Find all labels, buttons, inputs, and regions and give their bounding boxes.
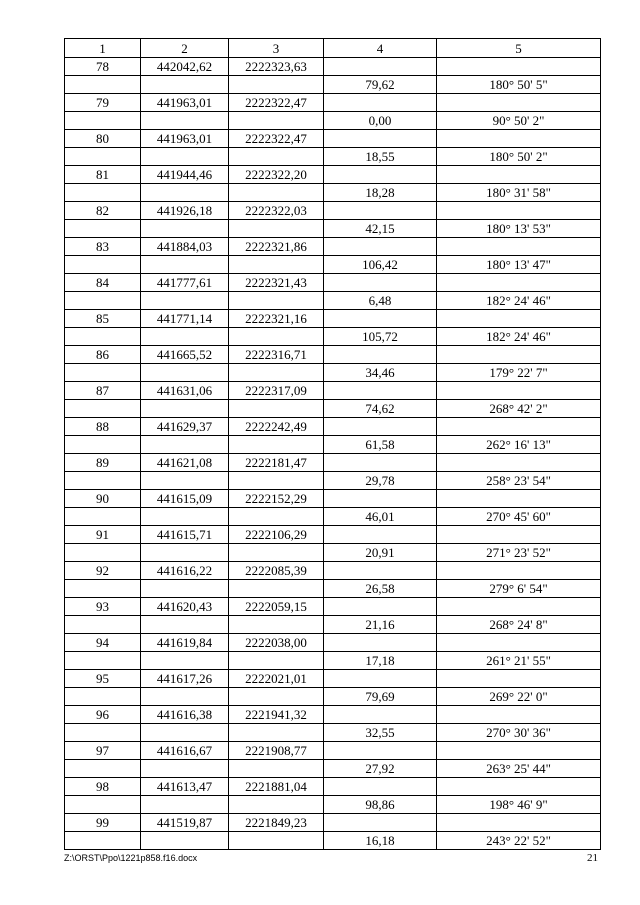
cell-distance: 79,69 bbox=[324, 688, 437, 706]
cell-bearing: 262° 16' 13" bbox=[437, 436, 601, 454]
cell-distance: 98,86 bbox=[324, 796, 437, 814]
cell-bearing: 261° 21' 55" bbox=[437, 652, 601, 670]
table-row bbox=[65, 778, 601, 796]
cell-x-coordinate bbox=[141, 436, 229, 454]
cell-x-coordinate: 442042,62 bbox=[141, 58, 229, 76]
table-row bbox=[65, 796, 601, 814]
table-row bbox=[65, 346, 601, 364]
cell-x-coordinate: 441616,22 bbox=[141, 562, 229, 580]
cell-y-coordinate: 2222322,47 bbox=[229, 130, 324, 148]
table-row bbox=[65, 508, 601, 526]
cell-bearing: 243° 22' 52" bbox=[437, 832, 601, 850]
cell-point-number bbox=[65, 544, 141, 562]
cell-bearing: 198° 46' 9" bbox=[437, 796, 601, 814]
cell-distance: 6,48 bbox=[324, 292, 437, 310]
cell-x-coordinate: 441613,47 bbox=[141, 778, 229, 796]
cell-bearing bbox=[437, 526, 601, 544]
cell-bearing: 180° 50' 5" bbox=[437, 76, 601, 94]
cell-point-number: 81 bbox=[65, 166, 141, 184]
cell-point-number: 88 bbox=[65, 418, 141, 436]
cell-distance bbox=[324, 490, 437, 508]
cell-x-coordinate bbox=[141, 508, 229, 526]
cell-bearing: 269° 22' 0" bbox=[437, 688, 601, 706]
cell-point-number bbox=[65, 112, 141, 130]
table-row bbox=[65, 562, 601, 580]
cell-distance: 74,62 bbox=[324, 400, 437, 418]
table-row bbox=[65, 832, 601, 850]
table-row bbox=[65, 724, 601, 742]
cell-distance bbox=[324, 58, 437, 76]
table-row bbox=[65, 634, 601, 652]
cell-point-number bbox=[65, 688, 141, 706]
cell-bearing bbox=[437, 58, 601, 76]
cell-bearing bbox=[437, 706, 601, 724]
cell-bearing bbox=[437, 346, 601, 364]
cell-bearing: 270° 30' 36" bbox=[437, 724, 601, 742]
cell-bearing bbox=[437, 418, 601, 436]
cell-x-coordinate: 441771,14 bbox=[141, 310, 229, 328]
cell-y-coordinate: 2222106,29 bbox=[229, 526, 324, 544]
cell-x-coordinate: 441926,18 bbox=[141, 202, 229, 220]
cell-bearing bbox=[437, 634, 601, 652]
cell-y-coordinate: 2221908,77 bbox=[229, 742, 324, 760]
cell-y-coordinate: 2222321,43 bbox=[229, 274, 324, 292]
table-row bbox=[65, 670, 601, 688]
cell-distance: 0,00 bbox=[324, 112, 437, 130]
cell-y-coordinate: 2222321,16 bbox=[229, 310, 324, 328]
cell-x-coordinate bbox=[141, 148, 229, 166]
cell-point-number bbox=[65, 148, 141, 166]
cell-distance bbox=[324, 166, 437, 184]
table-row bbox=[65, 130, 601, 148]
cell-x-coordinate: 441615,09 bbox=[141, 490, 229, 508]
cell-y-coordinate: 2222242,49 bbox=[229, 418, 324, 436]
cell-distance bbox=[324, 238, 437, 256]
cell-bearing bbox=[437, 742, 601, 760]
cell-y-coordinate bbox=[229, 652, 324, 670]
cell-distance: 34,46 bbox=[324, 364, 437, 382]
cell-point-number: 93 bbox=[65, 598, 141, 616]
cell-bearing: 179° 22' 7" bbox=[437, 364, 601, 382]
table-row bbox=[65, 58, 601, 76]
cell-bearing: 180° 50' 2" bbox=[437, 148, 601, 166]
cell-x-coordinate: 441519,87 bbox=[141, 814, 229, 832]
cell-point-number bbox=[65, 580, 141, 598]
cell-x-coordinate: 441777,61 bbox=[141, 274, 229, 292]
cell-bearing: 90° 50' 2" bbox=[437, 112, 601, 130]
table-row bbox=[65, 688, 601, 706]
table-row bbox=[65, 490, 601, 508]
table-body bbox=[65, 58, 601, 850]
cell-point-number: 82 bbox=[65, 202, 141, 220]
cell-distance: 61,58 bbox=[324, 436, 437, 454]
cell-y-coordinate bbox=[229, 796, 324, 814]
table-row bbox=[65, 598, 601, 616]
cell-x-coordinate: 441621,08 bbox=[141, 454, 229, 472]
cell-y-coordinate: 2222038,00 bbox=[229, 634, 324, 652]
cell-point-number: 94 bbox=[65, 634, 141, 652]
cell-bearing: 258° 23' 54" bbox=[437, 472, 601, 490]
cell-x-coordinate: 441617,26 bbox=[141, 670, 229, 688]
cell-bearing: 182° 24' 46" bbox=[437, 328, 601, 346]
cell-distance: 46,01 bbox=[324, 508, 437, 526]
cell-point-number: 97 bbox=[65, 742, 141, 760]
table-row bbox=[65, 94, 601, 112]
cell-bearing bbox=[437, 454, 601, 472]
coordinates-table bbox=[64, 38, 601, 850]
cell-distance bbox=[324, 742, 437, 760]
cell-distance bbox=[324, 382, 437, 400]
cell-point-number: 80 bbox=[65, 130, 141, 148]
cell-bearing: 268° 42' 2" bbox=[437, 400, 601, 418]
table-row bbox=[65, 148, 601, 166]
cell-y-coordinate bbox=[229, 724, 324, 742]
cell-point-number: 79 bbox=[65, 94, 141, 112]
cell-x-coordinate bbox=[141, 652, 229, 670]
cell-y-coordinate bbox=[229, 76, 324, 94]
cell-y-coordinate: 2221941,32 bbox=[229, 706, 324, 724]
cell-x-coordinate: 441631,06 bbox=[141, 382, 229, 400]
table-row bbox=[65, 382, 601, 400]
cell-x-coordinate bbox=[141, 328, 229, 346]
header-col-4: 4 bbox=[324, 39, 437, 58]
table-row bbox=[65, 652, 601, 670]
cell-point-number bbox=[65, 832, 141, 850]
cell-distance: 105,72 bbox=[324, 328, 437, 346]
cell-x-coordinate bbox=[141, 616, 229, 634]
cell-y-coordinate bbox=[229, 256, 324, 274]
cell-distance: 18,55 bbox=[324, 148, 437, 166]
cell-point-number: 84 bbox=[65, 274, 141, 292]
cell-distance: 20,91 bbox=[324, 544, 437, 562]
cell-y-coordinate bbox=[229, 184, 324, 202]
cell-bearing bbox=[437, 202, 601, 220]
table-row bbox=[65, 220, 601, 238]
cell-point-number bbox=[65, 472, 141, 490]
cell-distance: 16,18 bbox=[324, 832, 437, 850]
cell-point-number: 95 bbox=[65, 670, 141, 688]
cell-y-coordinate bbox=[229, 580, 324, 598]
cell-point-number: 87 bbox=[65, 382, 141, 400]
cell-bearing bbox=[437, 382, 601, 400]
cell-distance bbox=[324, 778, 437, 796]
table-row bbox=[65, 706, 601, 724]
cell-y-coordinate bbox=[229, 292, 324, 310]
cell-x-coordinate bbox=[141, 256, 229, 274]
table-row bbox=[65, 436, 601, 454]
cell-y-coordinate: 2221849,23 bbox=[229, 814, 324, 832]
cell-distance: 27,92 bbox=[324, 760, 437, 778]
cell-y-coordinate: 2221881,04 bbox=[229, 778, 324, 796]
cell-y-coordinate bbox=[229, 472, 324, 490]
cell-point-number: 91 bbox=[65, 526, 141, 544]
table-row bbox=[65, 238, 601, 256]
footer-page-number: 21 bbox=[587, 852, 598, 864]
cell-bearing bbox=[437, 814, 601, 832]
cell-y-coordinate: 2222181,47 bbox=[229, 454, 324, 472]
cell-x-coordinate: 441944,46 bbox=[141, 166, 229, 184]
cell-point-number bbox=[65, 724, 141, 742]
cell-point-number: 92 bbox=[65, 562, 141, 580]
cell-x-coordinate: 441616,67 bbox=[141, 742, 229, 760]
cell-point-number bbox=[65, 652, 141, 670]
cell-bearing: 180° 31' 58" bbox=[437, 184, 601, 202]
cell-x-coordinate bbox=[141, 832, 229, 850]
cell-y-coordinate: 2222322,03 bbox=[229, 202, 324, 220]
cell-distance: 18,28 bbox=[324, 184, 437, 202]
cell-distance: 17,18 bbox=[324, 652, 437, 670]
table-row bbox=[65, 742, 601, 760]
cell-point-number: 78 bbox=[65, 58, 141, 76]
table-row bbox=[65, 112, 601, 130]
cell-x-coordinate: 441616,38 bbox=[141, 706, 229, 724]
header-col-1: 1 bbox=[65, 39, 141, 58]
cell-point-number bbox=[65, 256, 141, 274]
table-row bbox=[65, 274, 601, 292]
header-col-3: 3 bbox=[229, 39, 324, 58]
cell-x-coordinate bbox=[141, 220, 229, 238]
cell-bearing bbox=[437, 670, 601, 688]
cell-bearing: 270° 45' 60" bbox=[437, 508, 601, 526]
cell-x-coordinate: 441665,52 bbox=[141, 346, 229, 364]
cell-x-coordinate bbox=[141, 796, 229, 814]
cell-point-number bbox=[65, 760, 141, 778]
table-row bbox=[65, 814, 601, 832]
cell-distance bbox=[324, 706, 437, 724]
cell-bearing: 180° 13' 47" bbox=[437, 256, 601, 274]
cell-distance bbox=[324, 634, 437, 652]
cell-y-coordinate: 2222322,47 bbox=[229, 94, 324, 112]
cell-x-coordinate bbox=[141, 580, 229, 598]
cell-y-coordinate bbox=[229, 832, 324, 850]
cell-x-coordinate: 441615,71 bbox=[141, 526, 229, 544]
cell-y-coordinate bbox=[229, 688, 324, 706]
table-row bbox=[65, 256, 601, 274]
cell-y-coordinate: 2222021,01 bbox=[229, 670, 324, 688]
cell-y-coordinate: 2222317,09 bbox=[229, 382, 324, 400]
cell-distance bbox=[324, 526, 437, 544]
cell-x-coordinate bbox=[141, 544, 229, 562]
cell-point-number: 96 bbox=[65, 706, 141, 724]
cell-y-coordinate bbox=[229, 508, 324, 526]
cell-bearing: 268° 24' 8" bbox=[437, 616, 601, 634]
cell-y-coordinate bbox=[229, 328, 324, 346]
table-header-row bbox=[65, 39, 601, 58]
cell-y-coordinate: 2222085,39 bbox=[229, 562, 324, 580]
cell-y-coordinate: 2222152,29 bbox=[229, 490, 324, 508]
table-row bbox=[65, 310, 601, 328]
table-row bbox=[65, 580, 601, 598]
cell-bearing bbox=[437, 778, 601, 796]
cell-point-number: 85 bbox=[65, 310, 141, 328]
table-row bbox=[65, 616, 601, 634]
cell-distance: 42,15 bbox=[324, 220, 437, 238]
table-row bbox=[65, 418, 601, 436]
cell-bearing bbox=[437, 274, 601, 292]
cell-distance bbox=[324, 346, 437, 364]
cell-y-coordinate bbox=[229, 220, 324, 238]
cell-y-coordinate: 2222316,71 bbox=[229, 346, 324, 364]
cell-distance: 29,78 bbox=[324, 472, 437, 490]
header-col-2: 2 bbox=[141, 39, 229, 58]
cell-distance bbox=[324, 562, 437, 580]
cell-y-coordinate bbox=[229, 760, 324, 778]
cell-y-coordinate bbox=[229, 436, 324, 454]
cell-bearing: 182° 24' 46" bbox=[437, 292, 601, 310]
cell-x-coordinate: 441619,84 bbox=[141, 634, 229, 652]
cell-bearing bbox=[437, 238, 601, 256]
table-row bbox=[65, 184, 601, 202]
table-row bbox=[65, 526, 601, 544]
cell-y-coordinate: 2222323,63 bbox=[229, 58, 324, 76]
cell-point-number bbox=[65, 436, 141, 454]
cell-point-number: 98 bbox=[65, 778, 141, 796]
cell-bearing bbox=[437, 598, 601, 616]
cell-bearing: 271° 23' 52" bbox=[437, 544, 601, 562]
table-row bbox=[65, 760, 601, 778]
cell-x-coordinate bbox=[141, 400, 229, 418]
cell-point-number bbox=[65, 292, 141, 310]
cell-x-coordinate bbox=[141, 76, 229, 94]
cell-y-coordinate bbox=[229, 544, 324, 562]
table-row bbox=[65, 202, 601, 220]
cell-y-coordinate: 2222322,20 bbox=[229, 166, 324, 184]
cell-x-coordinate bbox=[141, 724, 229, 742]
cell-y-coordinate: 2222059,15 bbox=[229, 598, 324, 616]
cell-point-number bbox=[65, 400, 141, 418]
cell-distance bbox=[324, 274, 437, 292]
cell-distance bbox=[324, 310, 437, 328]
cell-point-number bbox=[65, 616, 141, 634]
cell-distance: 21,16 bbox=[324, 616, 437, 634]
cell-distance bbox=[324, 130, 437, 148]
cell-x-coordinate bbox=[141, 364, 229, 382]
cell-bearing: 180° 13' 53" bbox=[437, 220, 601, 238]
cell-point-number: 99 bbox=[65, 814, 141, 832]
table-row bbox=[65, 328, 601, 346]
cell-point-number: 89 bbox=[65, 454, 141, 472]
table-row bbox=[65, 292, 601, 310]
cell-x-coordinate: 441620,43 bbox=[141, 598, 229, 616]
table-row bbox=[65, 400, 601, 418]
cell-bearing: 279° 6' 54" bbox=[437, 580, 601, 598]
cell-x-coordinate bbox=[141, 472, 229, 490]
cell-point-number bbox=[65, 508, 141, 526]
cell-distance bbox=[324, 418, 437, 436]
cell-point-number: 83 bbox=[65, 238, 141, 256]
cell-x-coordinate: 441629,37 bbox=[141, 418, 229, 436]
cell-y-coordinate bbox=[229, 616, 324, 634]
table-row bbox=[65, 166, 601, 184]
cell-x-coordinate bbox=[141, 760, 229, 778]
table-row bbox=[65, 76, 601, 94]
cell-distance bbox=[324, 454, 437, 472]
cell-y-coordinate bbox=[229, 400, 324, 418]
cell-point-number bbox=[65, 364, 141, 382]
cell-y-coordinate bbox=[229, 112, 324, 130]
cell-x-coordinate: 441884,03 bbox=[141, 238, 229, 256]
cell-bearing bbox=[437, 310, 601, 328]
cell-bearing bbox=[437, 130, 601, 148]
cell-bearing bbox=[437, 562, 601, 580]
cell-x-coordinate bbox=[141, 112, 229, 130]
cell-distance bbox=[324, 202, 437, 220]
cell-point-number bbox=[65, 184, 141, 202]
cell-bearing: 263° 25' 44" bbox=[437, 760, 601, 778]
cell-y-coordinate: 2222321,86 bbox=[229, 238, 324, 256]
cell-bearing bbox=[437, 490, 601, 508]
cell-point-number: 86 bbox=[65, 346, 141, 364]
footer-file-path: Z:\ORST\Ppo\1221p858.f16.docx bbox=[64, 853, 198, 863]
cell-x-coordinate: 441963,01 bbox=[141, 130, 229, 148]
cell-distance bbox=[324, 598, 437, 616]
cell-y-coordinate bbox=[229, 364, 324, 382]
cell-point-number bbox=[65, 328, 141, 346]
cell-distance: 79,62 bbox=[324, 76, 437, 94]
cell-bearing bbox=[437, 94, 601, 112]
cell-point-number bbox=[65, 796, 141, 814]
cell-y-coordinate bbox=[229, 148, 324, 166]
cell-point-number bbox=[65, 76, 141, 94]
cell-x-coordinate bbox=[141, 292, 229, 310]
table-row bbox=[65, 454, 601, 472]
table-row bbox=[65, 544, 601, 562]
cell-bearing bbox=[437, 166, 601, 184]
cell-distance: 106,42 bbox=[324, 256, 437, 274]
cell-distance bbox=[324, 814, 437, 832]
cell-distance bbox=[324, 94, 437, 112]
table-row bbox=[65, 472, 601, 490]
cell-point-number bbox=[65, 220, 141, 238]
cell-distance: 32,55 bbox=[324, 724, 437, 742]
cell-x-coordinate: 441963,01 bbox=[141, 94, 229, 112]
table-row bbox=[65, 364, 601, 382]
cell-distance bbox=[324, 670, 437, 688]
cell-x-coordinate bbox=[141, 688, 229, 706]
cell-point-number: 90 bbox=[65, 490, 141, 508]
cell-distance: 26,58 bbox=[324, 580, 437, 598]
header-col-5: 5 bbox=[437, 39, 601, 58]
cell-x-coordinate bbox=[141, 184, 229, 202]
